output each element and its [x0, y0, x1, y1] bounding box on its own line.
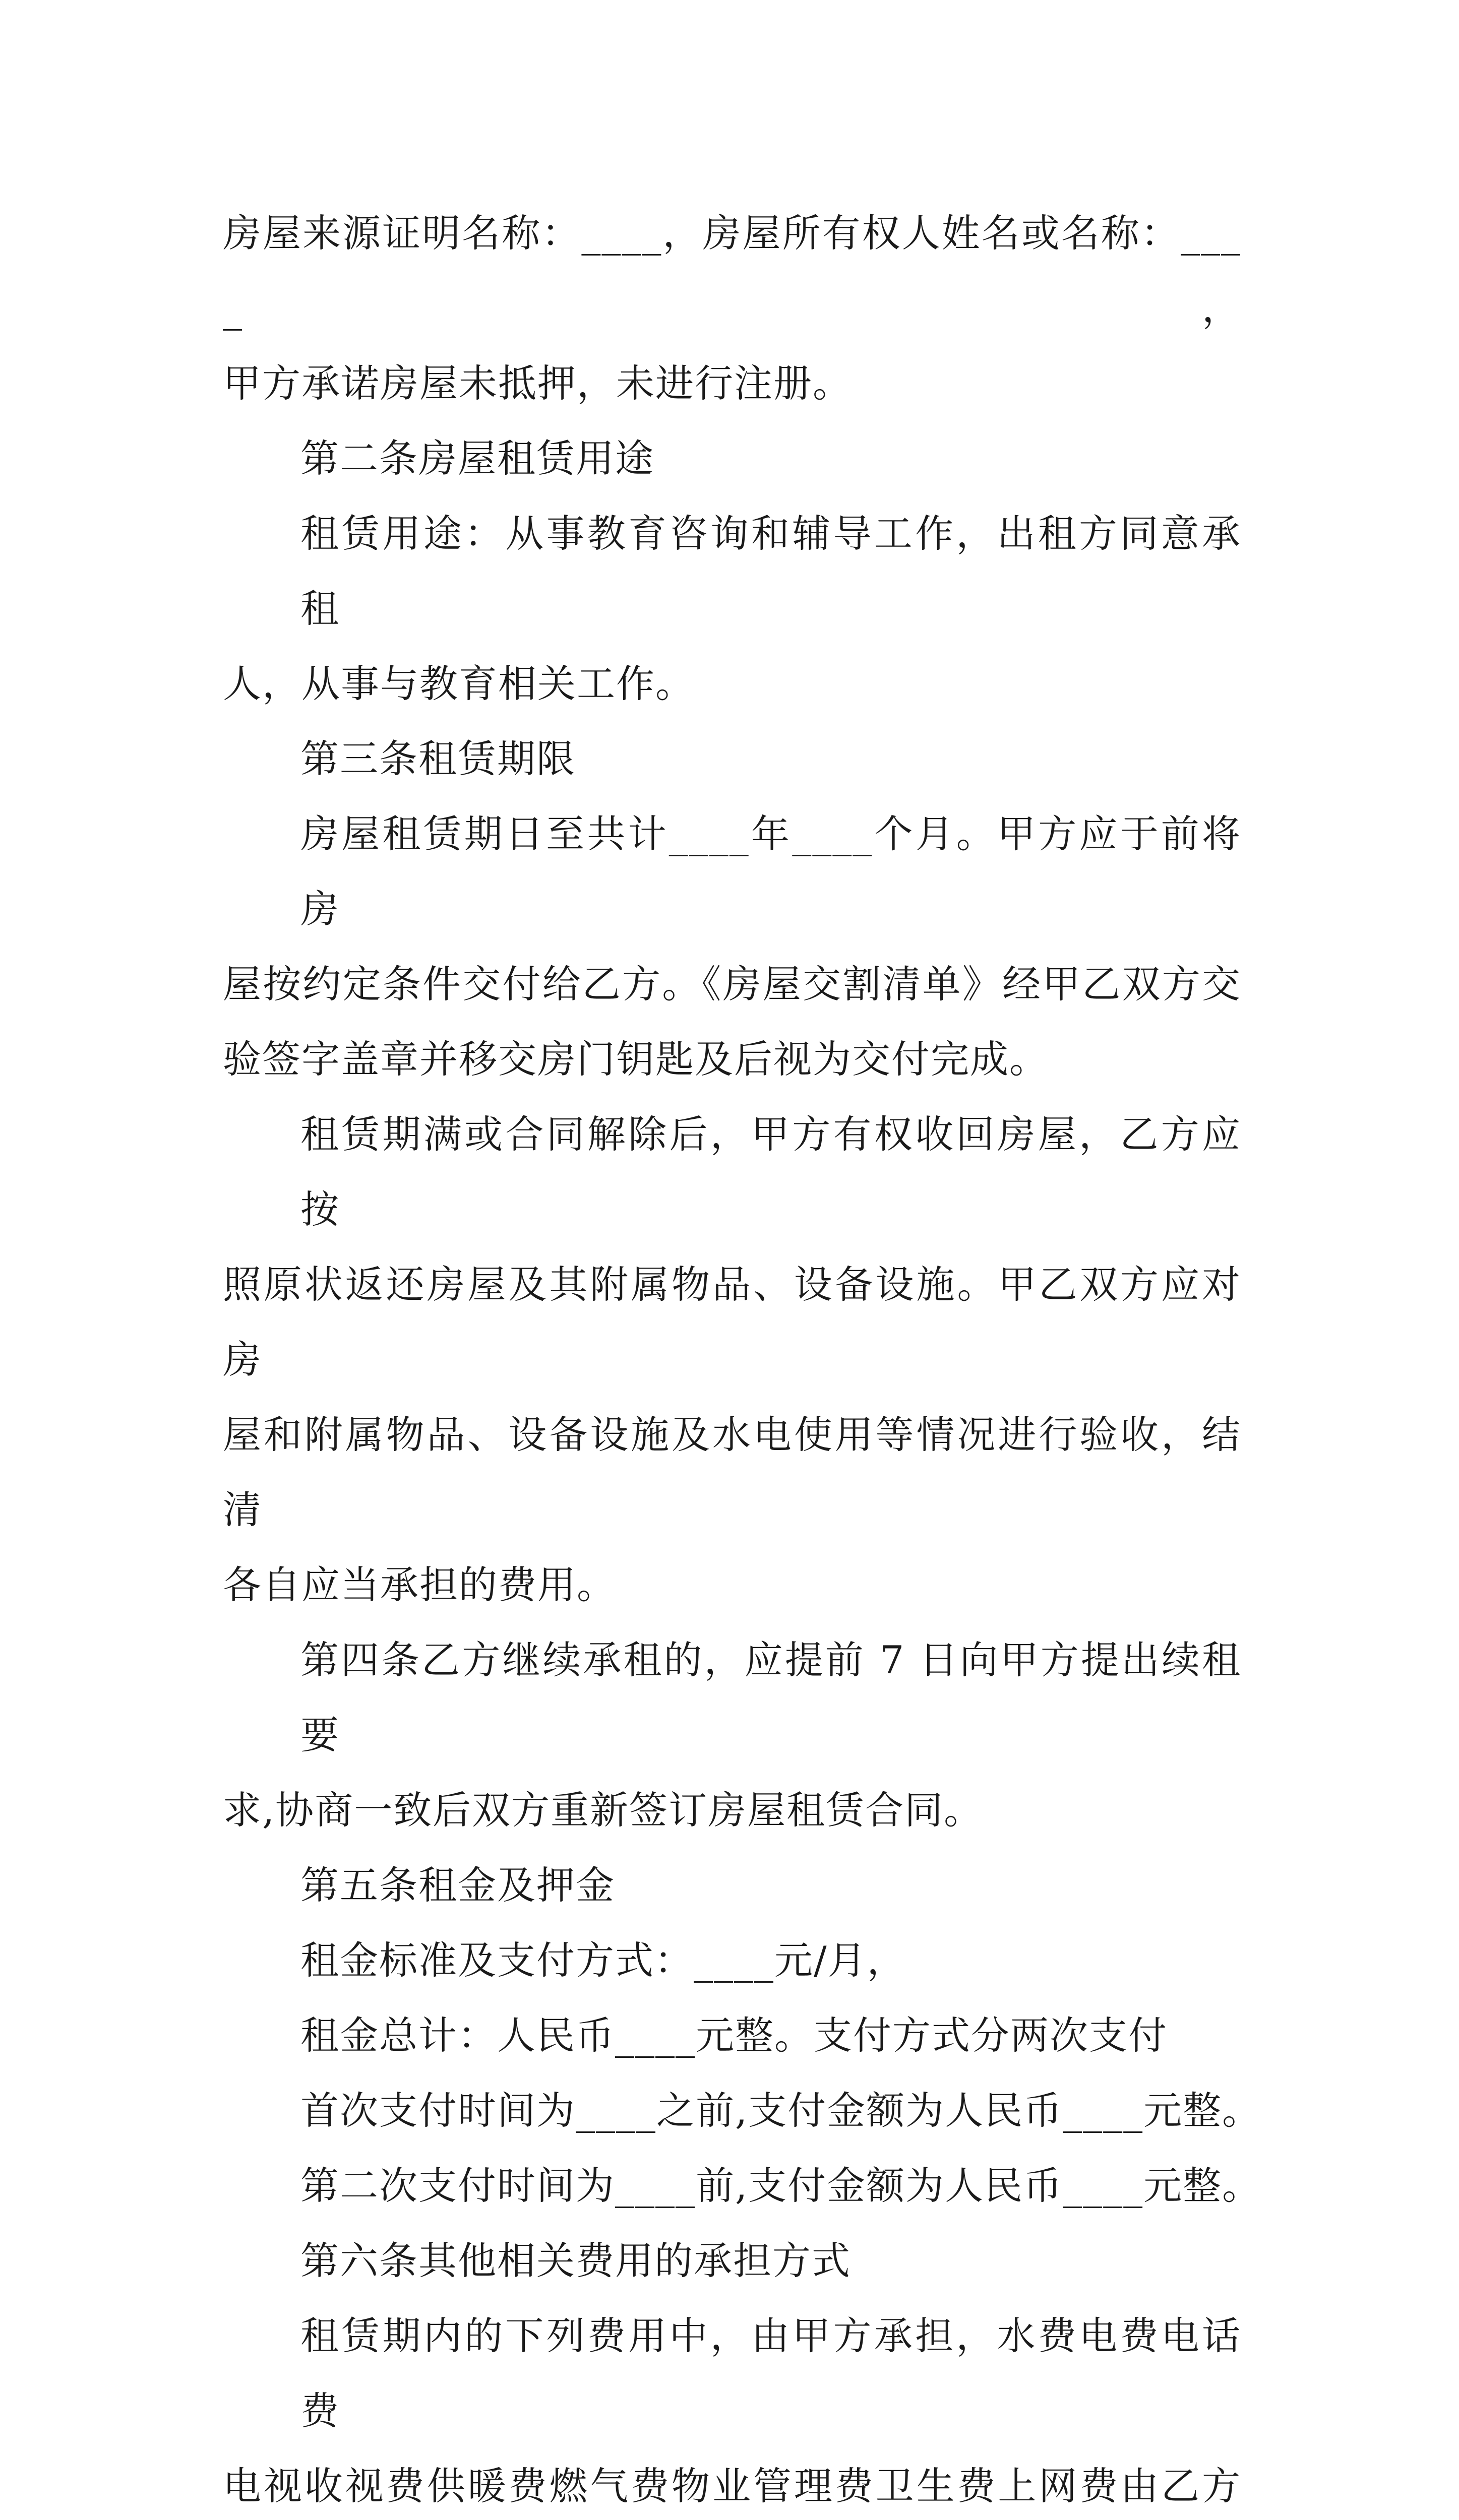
text-line: 电视收视费供暖费燃气费物业管理费卫生费上网费由乙方	[223, 2464, 1241, 2508]
text-line: 求,协商一致后双方重新签订房屋租赁合同。	[223, 1788, 984, 1833]
text-line: 甲方承诺房屋未抵押，未进行注册。	[223, 361, 852, 406]
text-line: 各自应当承担的费用。	[223, 1562, 616, 1607]
heading-article-6	[223, 2223, 1241, 2298]
text-line: 房屋租赁期日至共计____年____个月。甲方应于前将房	[300, 811, 1241, 931]
heading-article-3	[223, 721, 1241, 796]
text-line: 照原状返还房屋及其附属物品、设备设施。甲乙双方应对房	[223, 1262, 1241, 1382]
heading-article-5	[223, 1848, 1241, 1923]
text-line: 第五条租金及押金	[300, 1863, 615, 1908]
paragraph-lease-term	[223, 796, 1241, 1097]
text-line: 租赁用途：从事教育咨询和辅导工作，出租方同意承租	[300, 511, 1241, 631]
paragraph-property-source	[223, 196, 1241, 421]
text-line: 租金总计：人民币____元整。支付方式分两次支付	[300, 2013, 1168, 2058]
paragraph-rent-total	[223, 1998, 1241, 2073]
text-line: 首次支付时间为____之前,支付金额为人民币____元整。	[300, 2088, 1262, 2133]
paragraph-article-4	[223, 1622, 1241, 1848]
text-line: 屋和附属物品、设备设施及水电使用等情况进行验收，结清	[223, 1412, 1241, 1532]
text-line: 房屋来源证明名称：____，房屋所有权人姓名或名称：____，	[223, 211, 1241, 331]
text-line: 屋按约定条件交付给乙方。《房屋交割清单》经甲乙双方交	[223, 962, 1241, 1006]
text-line: 人，从事与教育相关工作。	[223, 661, 695, 706]
paragraph-other-fees	[223, 2298, 1241, 2520]
text-line: 第三条租赁期限	[300, 736, 576, 781]
paragraph-second-payment	[223, 2148, 1262, 2223]
text-line: 验签字盖章并移交房门钥匙及后视为交付完成。	[223, 1037, 1049, 1082]
document-body	[223, 196, 1262, 2520]
text-line: 租赁期满或合同解除后，甲方有权收回房屋，乙方应按	[300, 1112, 1241, 1232]
paragraph-rent-standard	[223, 1923, 1241, 1998]
paragraph-lease-purpose	[223, 496, 1241, 721]
text-line: 第二次支付时间为____前,支付金额为人民币____元整。	[300, 2163, 1262, 2208]
text-line: 租赁期内的下列费用中，由甲方承担，水费电费电话费	[300, 2313, 1241, 2433]
text-line: 租金标准及支付方式：____元/月，	[300, 1938, 906, 1983]
paragraph-first-payment	[223, 2073, 1262, 2148]
text-line: 第二条房屋租赁用途	[300, 436, 654, 481]
heading-article-2	[223, 421, 1241, 496]
text-line: 第四条乙方继续承租的，应提前 7 日向甲方提出续租要	[300, 1637, 1241, 1757]
paragraph-lease-expiry	[223, 1097, 1241, 1622]
text-line: 第六条其他相关费用的承担方式	[300, 2238, 851, 2283]
